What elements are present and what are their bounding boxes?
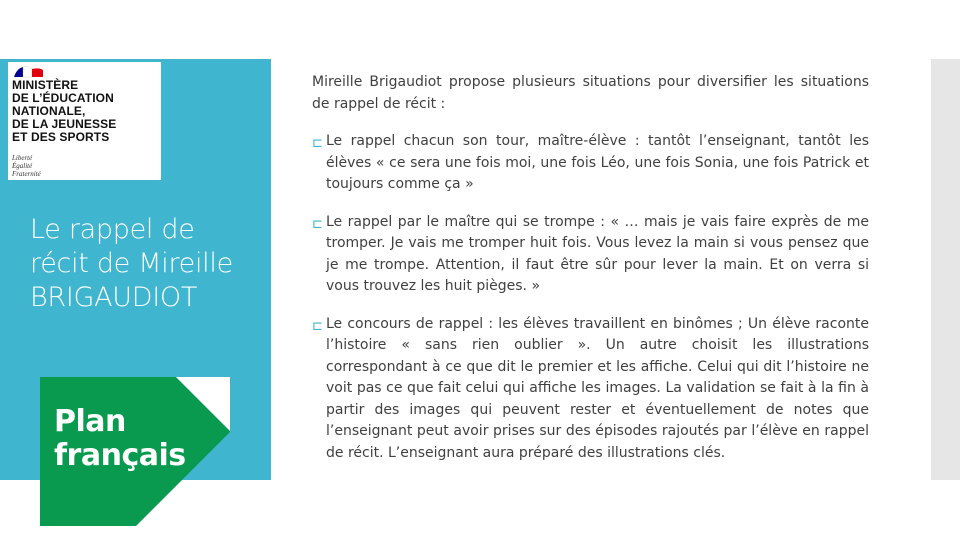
list-item-text: Le rappel chacun son tour, maître-élève : tantôt l’enseignant, tantôt les élèves « ce sera une fois moi, une fois Léo, une fois Sonia, une fois Patrick et toujours comme ça » — [326, 133, 869, 192]
book-bullet-icon: ⊏ — [312, 136, 323, 151]
list-item — [312, 314, 869, 465]
list-item — [312, 212, 869, 298]
list-item-text: Le rappel par le maître qui se trompe : « … mais je vais faire exprès de me tromper. Je vais me tromper huit fois. Vous levez la main si vous pensez que je me trompe. Attention, il faut être sûr pour lever la main. Et on verra si vous trouvez les huit pièges. » — [326, 213, 869, 294]
book-bullet-icon: ⊏ — [312, 318, 323, 334]
list-item-text: Le concours de rappel : les élèves travaillent en binômes ; Un élève raconte l’histoire « sans rien oublier ». Un autre choisit les illustrations correspondant à ce que dit le premier et les affiche. Celui qui dit l’histoire ne voit pas ce que fait celui qui affiche les images. La validation se fait à la fin à partir des images qui peuvent rester et éventuellement de notes que l’enseignant peut avoir prises sur des épisodes rajoutés par l’élève en rappel de récit. L’enseignant aura préparé des illustrations clés. — [326, 315, 869, 461]
content-area — [312, 72, 869, 480]
list-item — [312, 131, 869, 196]
intro-paragraph: Mireille Brigaudiot propose plusieurs situations pour diversifier les situations de rappel de récit : — [312, 74, 869, 112]
ministry-logo — [8, 62, 161, 180]
marianne-flag-icon — [12, 65, 44, 78]
ministry-name: MINISTÈRE DE L’ÉDUCATION NATIONALE, DE LA JEUNESSE ET DES SPORTS — [12, 78, 117, 144]
right-gray-strip — [931, 59, 960, 480]
plan-francais-text: Plan français — [54, 404, 186, 473]
slide-title: Le rappel de récit de Mireille BRIGAUDIOT — [30, 214, 233, 313]
book-bullet-icon: ⊏ — [312, 216, 323, 232]
republic-motto: Liberté Égalité Fraternité — [12, 154, 41, 178]
